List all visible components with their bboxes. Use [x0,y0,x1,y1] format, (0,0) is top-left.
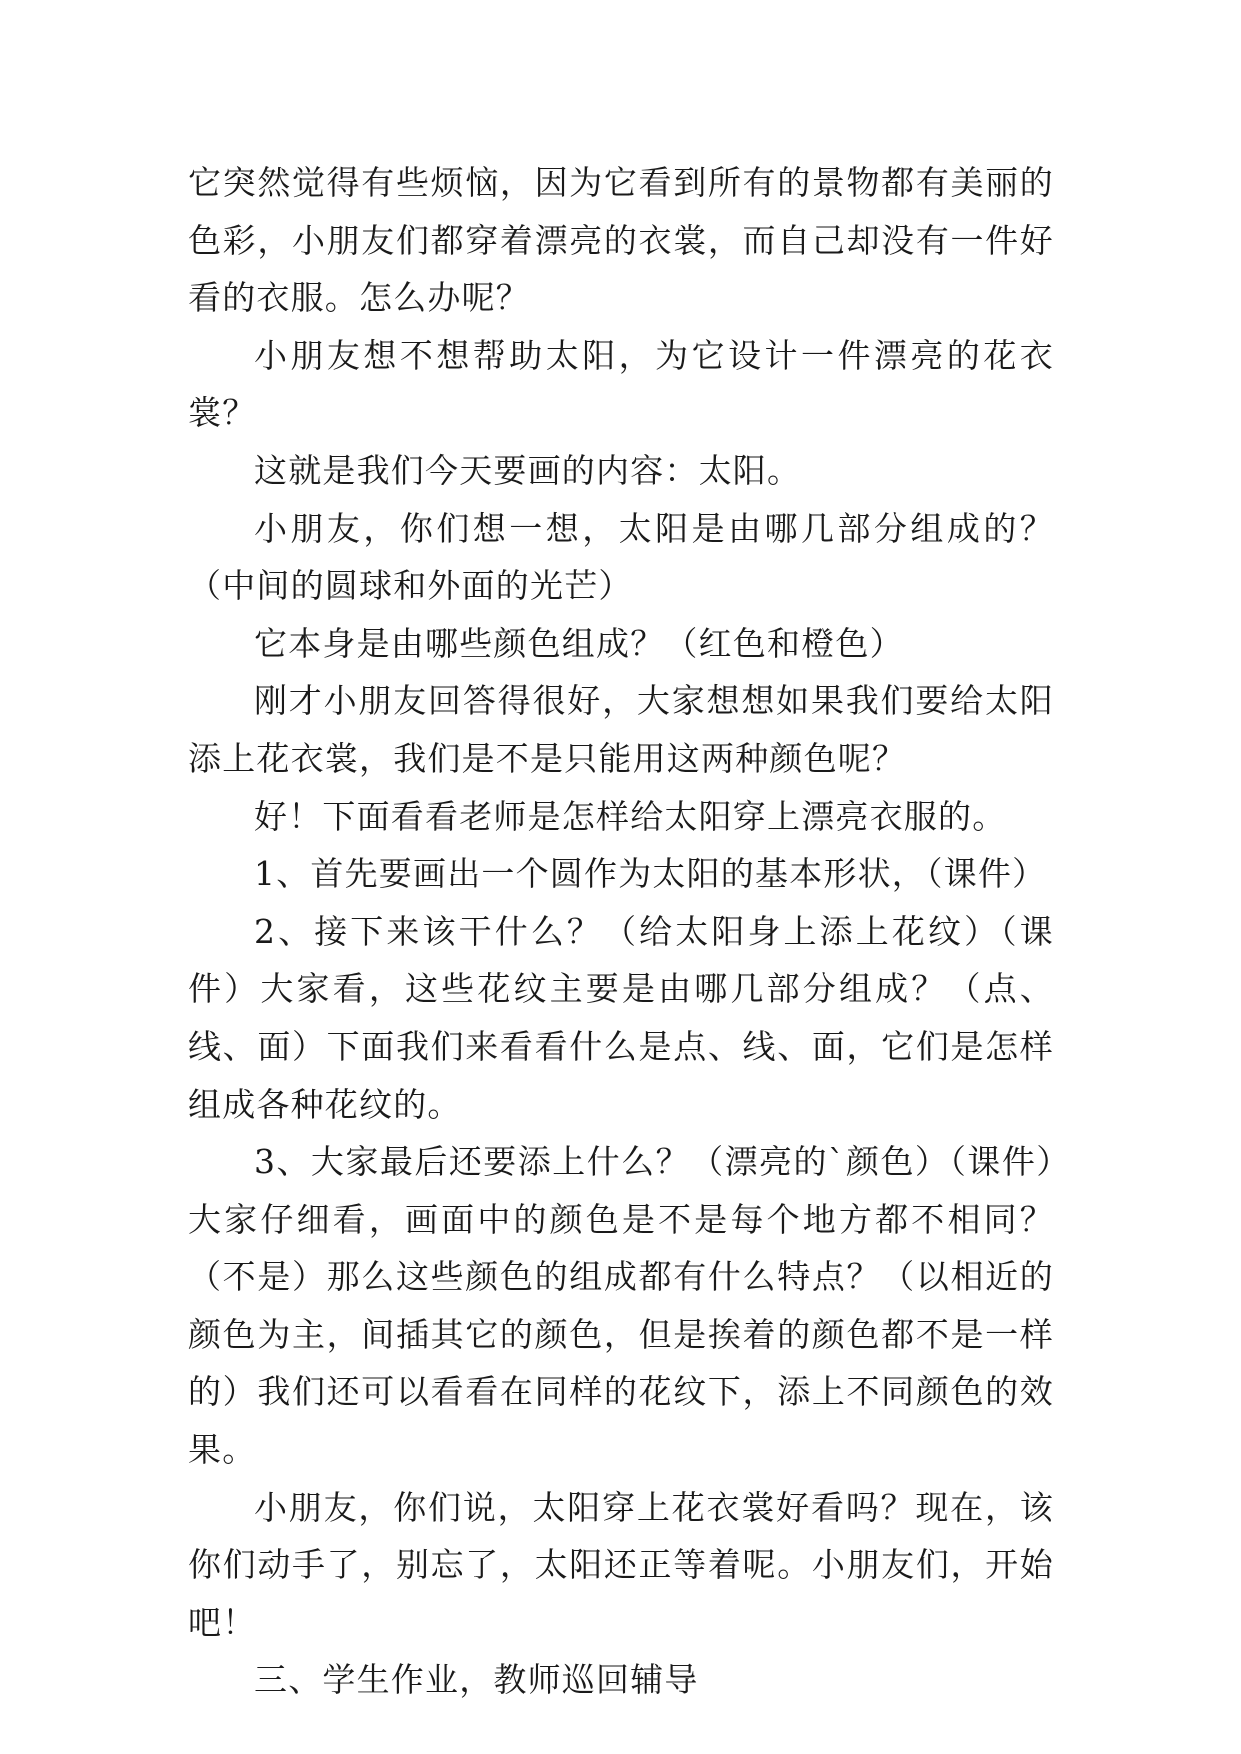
paragraph-7: 好！下面看看老师是怎样给太阳穿上漂亮衣服的。 [254,796,1007,836]
paragraph-2: 小朋友想不想帮助太阳，为它设计一件漂亮的花衣裳？ [188,335,1054,433]
paragraph-8: 1、首先要画出一个圆作为太阳的基本形状，（课件） [254,854,1047,894]
paragraph-4: 小朋友，你们想一想，太阳是由哪几部分组成的？（中间的圆球和外面的光芒） [188,508,1054,606]
paragraph-9: 2、接下来该干什么？（给太阳身上添上花纹）（课件）大家看，这些花纹主要是由哪几部分组成？（点、线、面）下面我们来看看什么是点、线、面，它们是怎样组成各种花纹的。 [188,911,1054,1124]
paragraph-11: 小朋友，你们说，太阳穿上花衣裳好看吗？现在，该你们动手了，别忘了，太阳还正等着呢。小朋友们，开始吧！ [188,1487,1054,1642]
paragraph-5: 它本身是由哪些颜色组成？（红色和橙色） [254,623,904,663]
paragraph-6: 刚才小朋友回答得很好，大家想想如果我们要给太阳添上花衣裳，我们是不是只能用这两种颜色呢？ [188,681,1054,778]
paragraph-10: 3、大家最后还要添上什么？（漂亮的`颜色）（课件）大家仔细看，画面中的颜色是不是每个地方都不相同？（不是）那么这些颜色的组成都有什么特点？（以相近的颜色为主，间插其它的颜色，但是挨着的颜色都不是一样的）我们还可以看看在同样的花纹下，添上不同颜色的效果。 [188,1142,1054,1470]
paragraph-12: 三、学生作业，教师巡回辅导 [254,1660,699,1700]
paragraph-1: 它突然觉得有些烦恼，因为它看到所有的景物都有美丽的色彩，小朋友们都穿着漂亮的衣裳，而自己却没有一件好看的衣服。怎么办呢？ [188,163,1054,318]
document-body [188,154,1054,1709]
paragraph-3: 这就是我们今天要画的内容：太阳。 [254,450,802,490]
